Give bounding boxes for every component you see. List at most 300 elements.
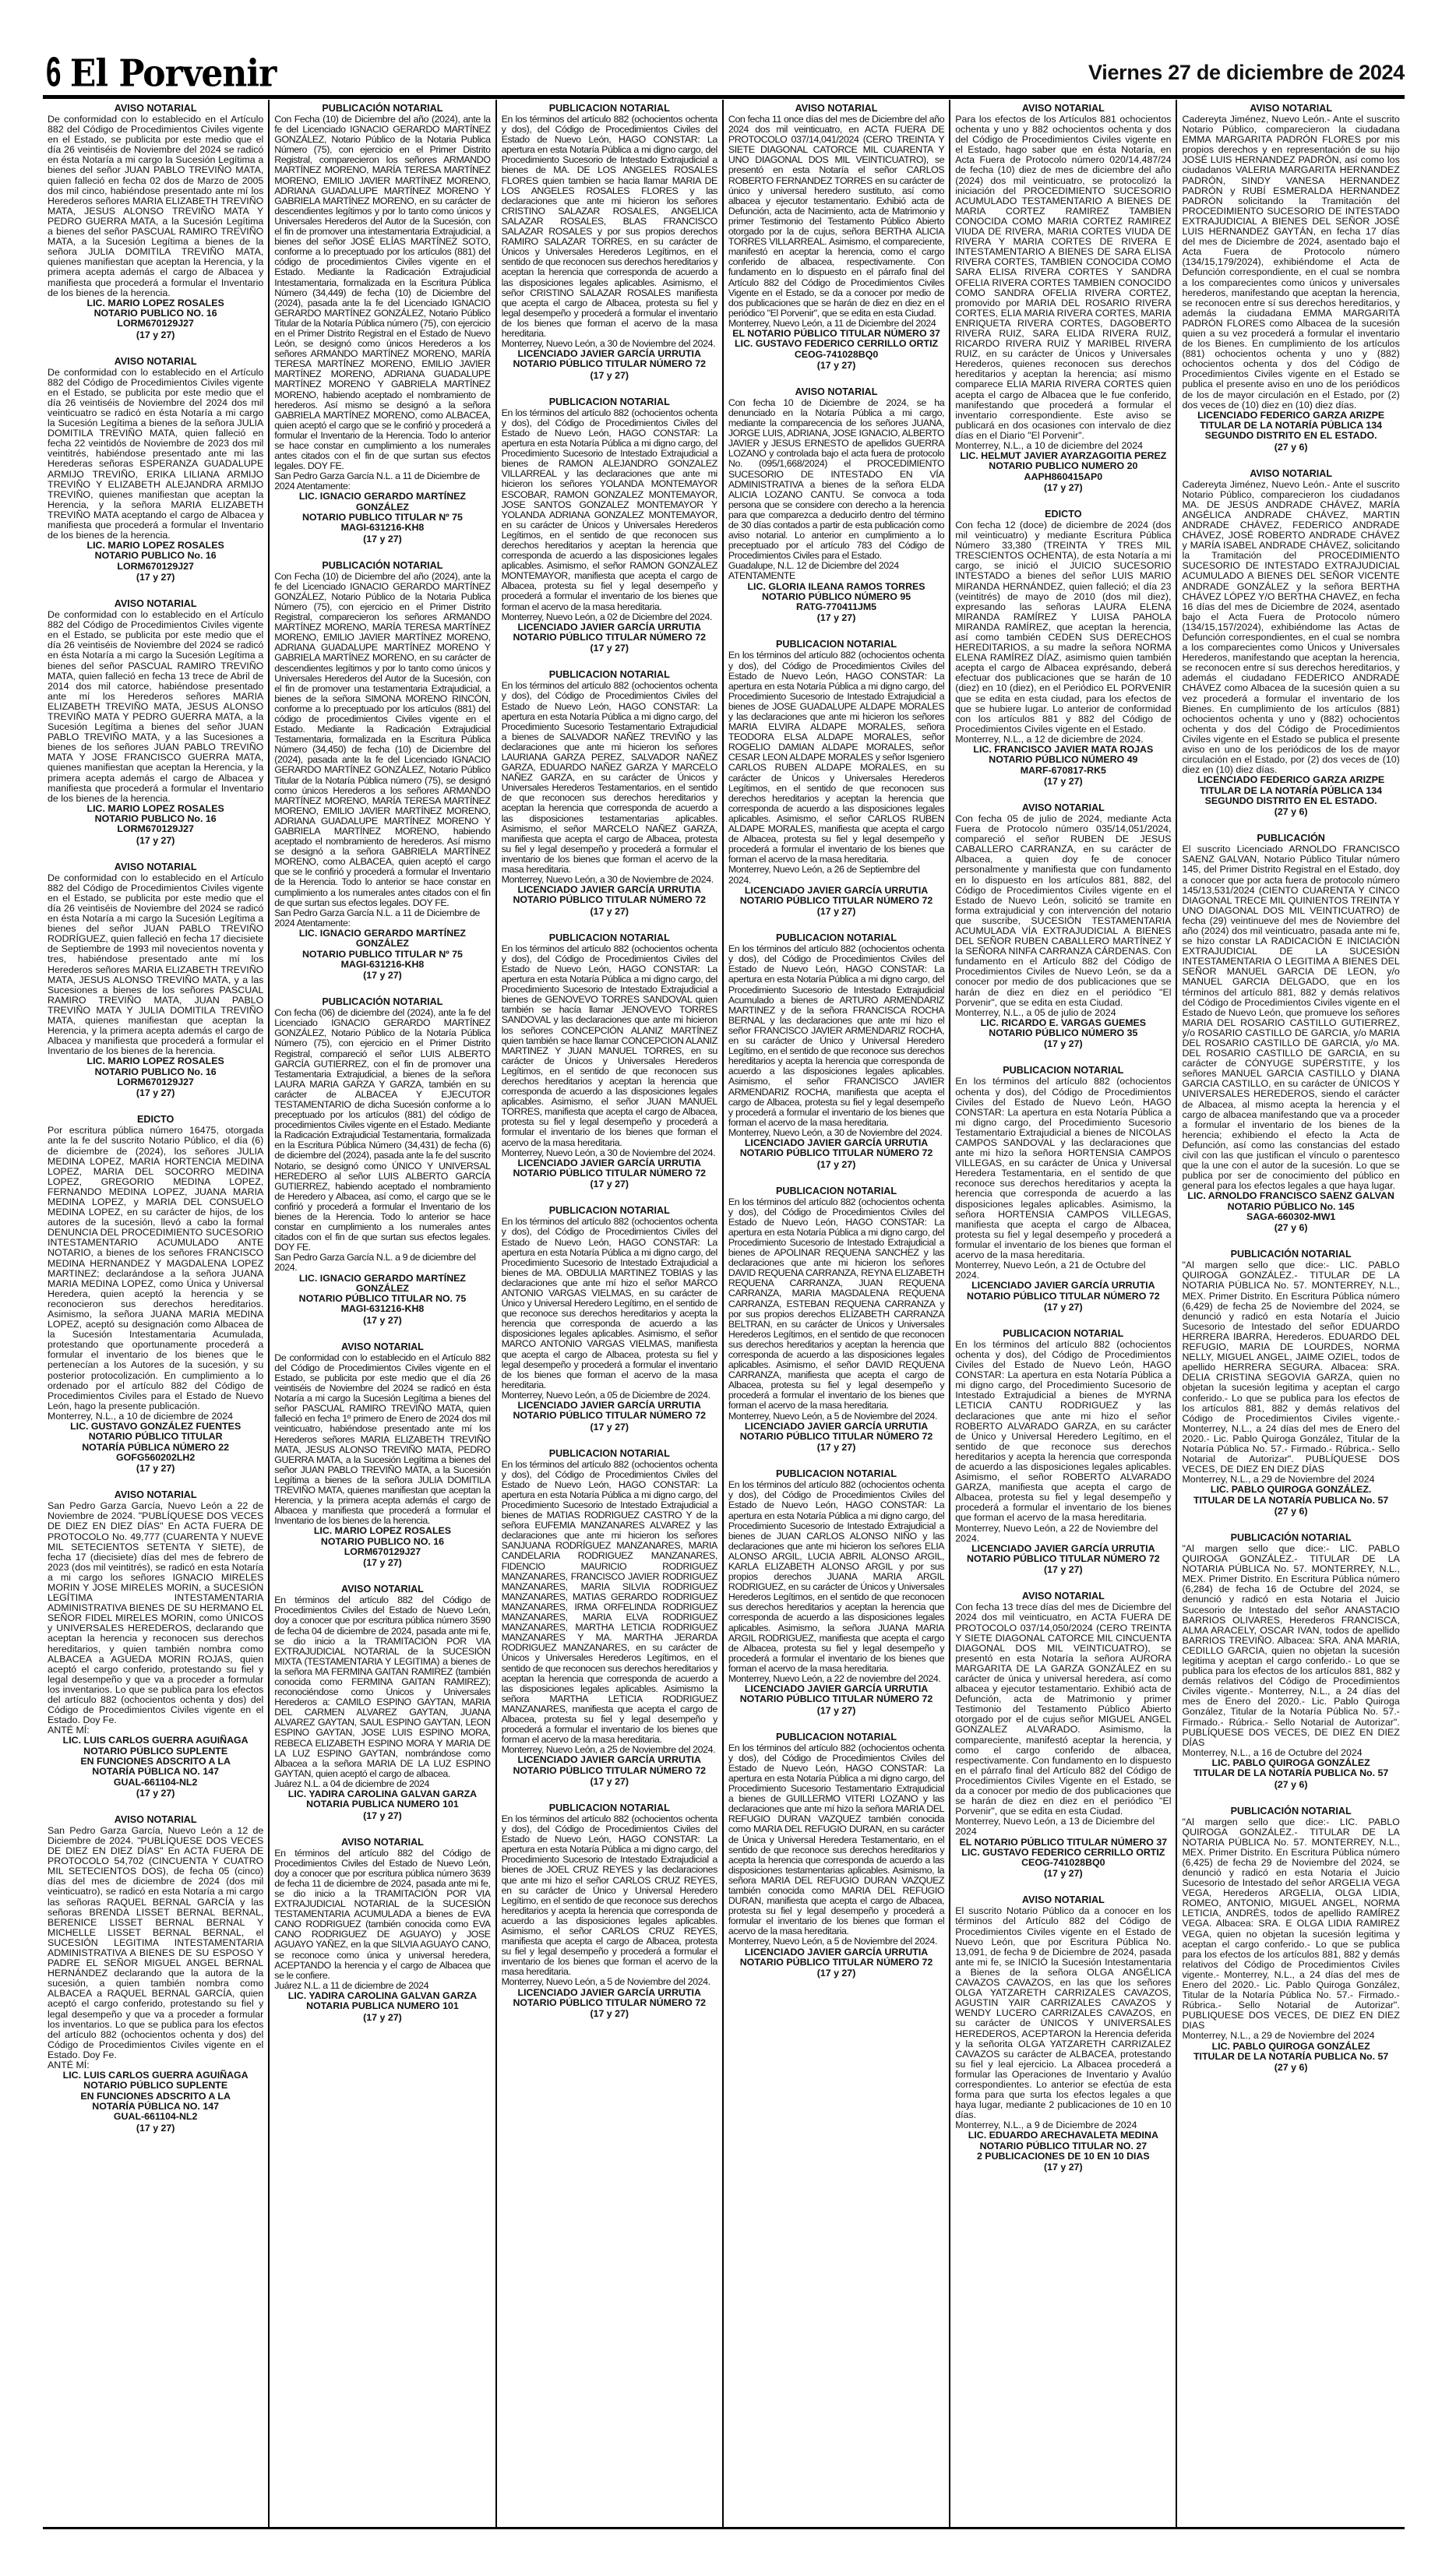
notary-signature-line: LIC. HELMUT JAVIER AYARZAGOITIA PEREZ <box>960 450 1167 462</box>
notary-signature-line: LORM670129J27 <box>117 1077 194 1088</box>
notice <box>728 932 944 1169</box>
publication-dates: (17 y 27) <box>590 2008 629 2020</box>
notice <box>728 639 944 917</box>
notice-place-date: Monterrey, Nuevo León, a 30 de Noviembre de 2024. <box>501 874 714 886</box>
notice-body: Por escritura pública número 16475, otorgada ante la fe del suscrito Notario Público, el día (6) de diciembre de (2024), los señores JULIA MEDINA LOPEZ, MARIA HORTENCIA MEDINA LOPEZ, MARIA DEL SOCORRO MEDINA LOPEZ, GREGORIO MEDINA LOPEZ, FERNANDO MEDINA LOPEZ, JUANA MARIA MEDINA LOPEZ, y MARIA DEL CONSUELO MEDINA LOPEZ, en su carácter de hijos, de los autores de la sucesión, llevó a cabo la formal DENUNCIA DEL PROCEDIMIENTO SUCESORIO INTESTAMENTARIO ACUMULADO ANTE NOTARIO, a bienes de los señores FRANCISCO MEDINA HERNANDEZ Y MAGDALENA LOPEZ MARTINEZ; declarándose a la señora JUANA MARIA MEDINA LOPEZ, como Única y Universal Heredera, quien aceptó la herencia y se reconocieron sus derechos hereditarios. Asimismo, la señora JUANA MARIA MEDINA LOPEZ, aceptó su designación como Albacea de la Sucesión Intestamentaria Acumulada, protestando que oportunamente procederá a formular el inventario de los bienes que le pertenecían a los Autores de la sucesión, y su posterior protocolización. En cumplimiento a lo ordenado por el artículo 882 del Código de Procedimientos Civiles para el Estado de Nuevo León, hago la presente publicación. <box>48 1125 264 1411</box>
publication-dates: (27 y 6) <box>1274 1778 1308 1790</box>
notary-signature-line: LIC. GUSTAVO FEDERICO CERRILLO ORTIZ <box>734 338 939 350</box>
notice <box>1182 103 1399 453</box>
notary-signature-line: EL NOTARIO PÚBLICO TITULAR NÚMERO 37 <box>959 1836 1168 1848</box>
notice-place-date: Monterrey, Nuevo León, a 25 de Noviembre del 2024. <box>501 1744 716 1756</box>
notice-title: PUBLICACIÓN <box>1257 833 1325 844</box>
notary-signature-line: GUAL-661104-NL2 <box>113 1776 198 1788</box>
notary-signature-line: TITULAR DE LA NOTARÍA PUBLICA No. 57 <box>1193 1767 1389 1779</box>
notary-signature-line: NOTARIO PÚBLICO TITULAR NÚMERO 72 <box>739 1956 933 1968</box>
notary-signature-line: LICENCIADO JAVIER GARCÍA URRUTIA <box>517 1986 701 1998</box>
notary-signature-line: NOTARIO PÚBLICO NÚMERO 35 <box>989 1027 1138 1039</box>
newspaper-name: El Porvenir <box>69 52 277 96</box>
notice-body: En los términos del artículo 882 (ochocientos ochenta y dos), del Código de Procedimientos Civiles del Estado de Nuevo León, HAGO CONSTAR: La apertura en esta Notaría Pública a mi digno cargo, del Procedimiento Sucesorio de Intestado Extrajudicial a bienes de MA. DE LOS ANGELES ROSALES FLORES quien tambien se hacia llamar MARIA DE LOS ANGELES ROSALES FLORES y las declaraciones que ante mi hicieron los señores CRISTINO SALAZAR ROSALES, ANGELICA SALAZAR ROSALES, BLAS FRANCISCO SALAZAR ROSALES y por sus propios derechos RAMIRO SALAZAR TORRES, en su carácter de Únicos y Universales Herederos Legítimos, en el sentido de que reconocen sus derechos hereditarios y aceptan la herencia que corresponda de acuerdo a las disposiciones legales aplicables. Asimismo, el señor CRISTINO SALAZAR ROSALES manifiesta que acepta el cargo de Albacea, protesta su fiel y legal desempeño y procederá a formular el inventario de los bienes que forman el acervo de la masa hereditaria. <box>501 114 717 339</box>
notice-body: De conformidad con lo establecido en el Artículo 882 del Código de Procedimientos Civiles vigente en el Estado, se publicita por este medio que el día 26 veintiséis de Noviembre del 2024 se radicó en ésta Notaría a mi cargo la Sucesión Legítima a bienes del señor JUAN PABLO TREVIÑO MATA, quien falleció en fecha 02 dos de Marzo de 2005 dos mil cinco, habiéndose presentado ante mí los Herederos señores MARIA ELIZABETH TREVIÑO MATA, JESUS ALONSO TREVIÑO MATA Y PEDRO GUERRA MATA, a la Sucesión Legítima a bienes del señor PASCUAL RAMIRO TREVIÑO MATA, a la Sucesión Legítima a bienes de la señora JULIA DOMITILA TREVIÑO MATA, quienes manifiestan que aceptan la Herencia, y la primera acepta además el cargo de Albacea y manifiesta que procederá a formular el Inventario de los bienes de la herencia. <box>48 114 264 298</box>
notice <box>502 103 717 381</box>
publication-dates: (17 y 27) <box>590 1179 629 1190</box>
notice-place-date: Monterrey, Nuevo León, a 22 de Noviembre del 2024. <box>955 1522 1158 1544</box>
notice-title: AVISO NOTARIAL <box>341 1836 424 1848</box>
publication-dates: (17 y 27) <box>136 1787 175 1799</box>
notary-signature-line: LIC. MARIO LOPEZ ROSALES <box>86 802 224 814</box>
notice <box>48 356 263 583</box>
notary-signature-line: LIC. PABLO QUIROGA GONZÁLEZ. <box>1210 1484 1372 1496</box>
column-3 <box>497 100 724 2527</box>
notice <box>1182 468 1399 818</box>
notice-title: PUBLICACION NOTARIAL <box>548 1802 670 1813</box>
notary-signature-line: LICENCIADO FEDERICO GARZA ARIZPE <box>1197 409 1385 421</box>
notary-signature-line: NOTARIO PÚBLICO NÚMERO 49 <box>989 754 1138 766</box>
notice-place-date: Monterrey, N.L., a 05 de julio de 2024 <box>955 1006 1116 1018</box>
notice-body: Cadereyta Jiménez, Nuevo León.- Ante el suscrito Notario Público, comparecieron la ciudadana EMMA MARGARITA PADRÓN FLORES por mis propios derechos y en representación de su hijo JOSÉ LUIS HERNANDEZ PADRÓN, así como los ciudadanos VALERIA MARGARITA HERNANDEZ PADRÓN, SINDY VANESA HERNANDEZ PADRÓN y RUBÍ ESMERALDA HERNANDEZ PADRÓN solicitando la Tramitación del PROCEDIMIENTO SUCESORIO DE INTESTADO EXTRAJUDICIAL A BIENES DEL SEÑOR JOSÉ LUIS HERNANDEZ GAYTÁN, en fecha 17 días del mes de Diciembre de 2024, asentado bajo el Acta Fuera de Protocolo número (134/15,179/2024), exhibiéndome el Acta de Defunción correspondiente, en el cual se nombra a los comparecientes como únicos y universales herederos, manifestando que aceptan la herencia, se reconocen entre sí sus derechos hereditarios, y además la ciudadana EMMA MARGARITA PADRÓN FLORES como Albacea de la sucesión quien a su vez procederá a formular el inventario de los Bienes. En cumplimiento de los artículos (881) ochocientos ochenta y uno y (882) ochocientos ochenta y dos del Código de Procedimientos Civiles vigente en el Estado se publica el presente aviso en uno de los periódicos de los de mayor circulación en el Estado, por (2) dos veces de (10) diez en (10) diez días. <box>1182 114 1400 411</box>
notice-body: Con fecha 13 trece días del mes de Diciembre del 2024 dos mil veinticuatro, en ACTA FUERA DE PROTOCOLO 037/14,050/2024 (CERO TREINTA Y SIETE DIAGONAL CATORCE MIL CINCUENTA DIAGONAL DOS MIL VEINTICUATRO), se presentó en esta Notaría la señora AURORA MARGARITA DE LA GARZA GONZÁLEZ en su carácter de única y universal heredera, así como albacea y ejecutor testamentario. Exhibió acta de Defunción, acta de Matrimonio y primer Testimonio del Testamento Público Abierto otorgado por el de cujus señor MIGUEL ANGEL GONZALEZ ALVARADO. Asimismo, la compareciente, manifestó aceptar la herencia, y como el cargo conferido de albacea, respectivamente. Con fundamento en lo dispuesto en el párrafo final del Artículo 882 del Código de Procedimientos Civiles Vigente en el Estado, se da a conocer por medio de dos publicaciones que se harán de diez en diez en el periódico "El Porvenir", que se edita en esta Ciudad. <box>955 1602 1172 1817</box>
notice-place-date: Monterrey, Nuevo León, a 21 de Octubre del 2024. <box>955 1260 1146 1281</box>
notary-signature-line: NOTARIO PUBLICO No. 16 <box>94 550 217 562</box>
notice <box>48 598 263 846</box>
publication-dates: (17 y 27) <box>1044 481 1083 493</box>
notice <box>955 1591 1171 1879</box>
notary-signature-line: NOTARIO PÚBLICO No. 145 <box>1227 1200 1355 1212</box>
notary-signature-line: GUAL-661104-NL2 <box>113 2111 198 2123</box>
notice <box>502 1802 717 2019</box>
publication-dates: (17 y 27) <box>363 970 402 981</box>
notice-place-date: Monterrey, Nuevo León, a 30 de Noviembre del 2024. <box>728 1126 943 1138</box>
notice-body: En los términos del artículo 882 (ochocientos ochenta y dos), del Código de Procedimientos Civiles del Estado de Nuevo León, HAGO CONSTAR: La apertura en esta Notaría Pública a mi digno cargo, del Procedimiento Sucesorio de Intestado Extrajudicial a bienes de MYRNA LETICIA CANTU RODRIGUEZ y las declaraciones que ante mi hizo el señor ROBERTO ALVARADO GARZA, en su carácter de Único y Universal Heredero Legítimo, en el sentido de que reconoce sus derechos hereditarios y acepta la herencia que corresponda de acuerdo a las disposiciones legales aplicables. Asimismo, el señor ROBERTO ALVARADO GARZA, manifiesta que acepta el cargo de Albacea, protesta su fiel y legal desempeño y procederá a formular el inventario de los bienes que forman el acervo de la masa hereditaria. <box>955 1338 1172 1524</box>
notary-signature-line: SAGA-660302-MW1 <box>1246 1211 1336 1222</box>
notary-signature-line: NOTARIO PÚBLICO TITULAR NÚMERO 72 <box>739 1693 933 1705</box>
publication-dates: (17 y 27) <box>816 612 856 624</box>
column-2 <box>270 100 496 2527</box>
publication-dates: (17 y 27) <box>136 834 175 846</box>
notice-place-date: Monterrey, Nuevo León, a 5 de Noviembre del 2024. <box>728 1936 937 1947</box>
notary-signature-line: LIC. PABLO QUIROGA GONZÁLEZ <box>1211 1757 1370 1768</box>
notice <box>274 1341 490 1568</box>
notary-signature-line: LIC. MARIO LOPEZ ROSALES <box>86 540 224 551</box>
notice <box>728 1468 944 1715</box>
notary-signature-line: NOTARIO PÚBLICO TITULAR NÚMERO 72 <box>513 1168 707 1179</box>
notary-signature-line: NOTARIO PÚBLICO SUPLENTE <box>83 1745 228 1757</box>
notary-signature-line: LIC. LUIS CARLOS GUERRA AGUIÑAGA <box>62 1735 249 1746</box>
notice-title: AVISO NOTARIAL <box>795 386 878 397</box>
notary-signature-line: AAPH860415AP0 <box>1024 470 1103 482</box>
notary-signature-line: TITULAR DE LA NOTARÍA PÚBLICA 134 <box>1200 784 1383 796</box>
notice <box>728 1186 944 1454</box>
publication-dates: (17 y 27) <box>136 329 175 340</box>
notary-signature-line: NOTARÍA PÚBLICA NÚMERO 22 <box>82 1441 230 1453</box>
notice-title: PUBLICACION NOTARIAL <box>775 639 897 650</box>
publication-dates: (17 y 27) <box>590 643 629 654</box>
notary-signature-line: GOFG560202LH2 <box>116 1451 196 1463</box>
publication-dates: (17 y 27) <box>1044 775 1083 787</box>
publication-dates: (17 y 27) <box>136 572 175 583</box>
notary-signature-line: NOTARIO PÚBLICO SUPLENTE <box>83 2080 228 2091</box>
notice-title: PUBLICACION NOTARIAL <box>548 932 670 943</box>
notary-signature-line: SEGUNDO DISTRITO EN EL ESTADO. <box>1204 430 1377 442</box>
notary-signature-line: LICENCIADO JAVIER GARCÍA URRUTIA <box>517 1157 701 1168</box>
notice-body: Con fecha 11 once días del mes de Diciembre del año 2024 dos mil veinticuatro, en ACTA FUERA DE PROTOCOLO 037/14,041/2024 (CERO TREINTA Y SIETE DIAGONAL CATORCE MIL CUARENTA Y UNO DIAGONAL DOS MIL VEINTICUATRO), se presentó en esta Notaría el señor CARLOS ROBERTO FERNANDEZ TORRES en su carácter de único y universal heredero sustituto, así como albacea y ejecutor testamentario. Exhibió acta de Defunción, acta de Nacimiento, acta de Matrimonio y primer Testimonio del Testamento Público Abierto otorgado por la de cujus, señora BERTHA ALICIA TORRES VILLARREAL. Asimismo, el compareciente, manifestó en aceptar la herencia, como el cargo conferido de albacea, respectivamente. Con fundamento en lo dispuesto en el párrafo final del Artículo 882 del Código de Procedimientos Civiles Vigente en el Estado, se da a conocer por medio de dos publicaciones que se harán de diez en diez en el periódico "El Porvenir", que se edita en esta Ciudad. <box>728 114 945 319</box>
notice-title: PUBLICACIÓN NOTARIAL <box>1230 1805 1352 1817</box>
publication-dates: (17 y 27) <box>590 905 629 917</box>
notice-place-date: Monterrey, N.L., a 9 de Diciembre de 2024 <box>955 2120 1137 2131</box>
publication-dates: (17 y 27) <box>1044 2162 1083 2173</box>
publication-dates: (17 y 27) <box>590 1775 629 1787</box>
notice-body: En términos del artículo 882 del Código de Procedimientos Civiles del Estado de Nuevo León, doy a conocer que por escritura pública número 3639 de fecha 11 de diciembre de 2024, pasada ante mi fe, se dio inicio a la TRAMITACIÓN POR VIA EXTRAJUDICIAL NOTARIAL de la SUCESIÓN TESTAMENTARIA ACUMULADA a bienes de EVA CANO RODRIGUEZ (también conocida como EVA CANO RODRIGUEZ DE AGUAYO) y JOSE AGUAYO YAÑEZ, en la que SILVIA AGUAYO CANO, se reconoce como única y universal heredera, ACEPTANDO la herencia y el cargo de Albacea que se le confiere. <box>274 1847 491 1981</box>
publication-dates: (27 y 6) <box>1274 1222 1308 1234</box>
notary-signature-line: LIC. MARIO LOPEZ ROSALES <box>86 297 224 308</box>
publication-dates: (17 y 27) <box>363 1810 402 1821</box>
notary-signature-line: NOTARIO PUBLICO NO. 16 <box>93 307 217 319</box>
notary-signature-line: NOTARIO PUBLICO No. 16 <box>94 813 217 825</box>
notary-signature-line: NOTARÍA PÚBLICA NO. 147 <box>92 2101 219 2112</box>
notice <box>274 1584 490 1820</box>
notary-signature-line: LORM670129J27 <box>344 1545 421 1557</box>
notice-body: De conformidad con lo establecido en el Artículo 882 del Código de Procedimientos Civiles vigente en el Estado, se publicita por este medio que el día 26 veintiséis de Noviembre del 2024 se radicó en ésta Notaría a mi cargo la Sucesión Legítima a bienes del señor PASCUAL RAMIRO TREVIÑO MATA, quien falleció en fecha 1º primero de Enero de 2024 dos mil veinticuatro, habiéndose presentado ante mí los Herederos señores MARIA ELIZABETH TREVIÑO MATA, JESUS ALONSO TREVIÑO MATA, PEDRO GUERRA MATA, a la Sucesión Legítima a bienes del señor JUAN PABLO TREVIÑO MATA, a la Sucesión Legítima a bienes de la señora JULIA DOMITILA TREVIÑO MATA, quienes manifiestan que aceptan la Herencia, y la primera acepta además el cargo de Albacea y manifiesta que procederá a formular el Inventario de los bienes de la herencia. <box>274 1351 491 1527</box>
notary-signature-line: LICENCIADO JAVIER GARCÍA URRUTIA <box>517 1754 701 1766</box>
notary-signature-line: LIC. YADIRA CAROLINA GALVAN GARZA <box>287 1788 478 1800</box>
notice-place-date: Monterrey, Nuevo León, a 30 de Noviembre del 2024. <box>501 1147 716 1158</box>
publication-dates: (17 y 27) <box>363 1557 402 1569</box>
notice <box>728 1732 944 1979</box>
issue-date: Viernes 27 de diciembre de 2024 <box>1088 61 1405 84</box>
notice-body: En los términos del artículo 882 (ochocientos ochenta y dos), del Código de Procedimientos Civiles del Estado de Nuevo León, HAGO CONSTAR: La apertura en esta Notaría Pública a mi digno cargo, del Procedimiento Sucesorio de Intestado Extrajudicial Acumulado a bienes de ARTURO ARMENDARIZ MARTINEZ y de la señora FRANCISCA ROCHA BERNAL y las declaraciones que ante mí hizo el señor FRANCISCO JAVIER ARMENDARIZ ROCHA, en su carácter de Único y Universal Heredero Legítimo, en el sentido de que reconoce sus derechos hereditarios y acepta la herencia que corresponda de acuerdo a las disposiciones legales aplicables. Asimismo, el señor FRANCISCO JAVIER ARMENDARIZ ROCHA, manifiesta que acepta el cargo de Albacea, protesta su fiel y legal desempeño y procederá a formular el inventario de los bienes que forman el acervo de la masa hereditaria. <box>728 943 945 1128</box>
notice-title: AVISO NOTARIAL <box>114 355 197 367</box>
notice-title: PUBLICACION NOTARIAL <box>775 1185 897 1196</box>
notary-signature-line: NOTARIO PÚBLICO TITULAR NÚMERO 72 <box>513 632 707 643</box>
notary-signature-line: LIC. ARNOLDO FRANCISCO SAENZ GALVAN <box>1187 1190 1394 1202</box>
notice-place-date: Monterrey, Nuevo León, a 5 de Noviembre del 2024. <box>728 1410 937 1422</box>
notice <box>48 103 263 340</box>
notary-signature-line: CEOG-741028BQ0 <box>794 348 879 360</box>
notice-place-date: Monterrey, N.L., a 10 de diciembre de 2024 <box>48 1410 234 1422</box>
notary-signature-line: LICENCIADO JAVIER GARCÍA URRUTIA <box>744 1683 929 1695</box>
notary-signature-line: NOTARIO PUBLICO No. 16 <box>94 1066 217 1077</box>
notice-place-date: San Pedro Garza García N.L. a 9 de diciembre del 2024. <box>274 1252 476 1274</box>
notary-signature-line: SEGUNDO DISTRITO EN EL ESTADO. <box>1204 795 1377 806</box>
notice <box>1182 1249 1399 1517</box>
notice-place-date: Monterrey, Nuevo León, a 26 de Septiembre del 2024. <box>728 864 920 886</box>
notice-place-date: Monterrey, Nuevo León, a 22 de noviembre del 2024. <box>728 1673 941 1684</box>
notary-signature-line: EN FUNCIONES ADSCRITO A LA <box>80 1755 231 1767</box>
notice-body: De conformidad con lo establecido en el Artículo 882 del Código de Procedimientos Civiles vigente en el Estado, se publicita por este medio que el día 26 veintiséis de Noviembre del 2024 dos mil veinticuatro se radicó en ésta Notaría a mi cargo la Sucesión Legítima a bienes de la señora JULIA DOMITILA TREVIÑO MATA, quien falleció en fecha 22 veintidós de Noviembre de 2023 dos mil veintitrés, habiéndose presentado ante mi las Herederas señoras ESPERANZA GUADALUPE ARMIJO TREVIÑO, ERIKA LILIANA ARMIJO TREVIÑO Y ELIZABETH ALEJANDRA ARMIJO TREVIÑO, quienes manifiestan que aceptan la Herencia, y la señora MARIA ELIZABETH TREVIÑO MATA aceptando el cargo de Albacea y manifiesta que procederá a formular el Inventario de los bienes de la herencia. <box>48 366 264 541</box>
notary-signature-line: MARF-670817-RK5 <box>1020 764 1106 776</box>
notary-signature-line: NOTARIO PÚBLICO TITULAR NÚMERO 72 <box>513 358 707 370</box>
notice-title: AVISO NOTARIAL <box>1021 802 1105 813</box>
bottom-rule <box>43 2527 1405 2529</box>
notary-signature-line: LIC. IGNACIO GERARDO MARTÍNEZ GONZÁLEZ <box>298 491 466 513</box>
notary-signature-line: LIC. YADIRA CAROLINA GALVAN GARZA <box>287 1989 478 2001</box>
notary-signature-line: LICENCIADO JAVIER GARCÍA URRUTIA <box>517 621 701 633</box>
notice-place-date: Juárez N.L. a 11 de diciembre de 2024 <box>274 1979 429 1991</box>
notice-body: Con fecha 12 (doce) de diciembre de 2024 (dos mil veinticuatro) y mediante Escritura Pública Número 33,380 (TREINTA Y TRES MIL TRESCIENTOS OCHENTA), de esta Notaría a mi cargo, se inició el JUICIO SUCESORIO INTESTADO a bienes del señor LUIS MARIO MIRANDA HERNÁNDEZ, quien falleció; el día 23 (veintitrés) de mayo de 2010 (dos mil diez), expresando las señoras LAURA ELENA MIRANDA RAMÍREZ Y LUISA PAHOLA MIRANDA RAMÍREZ, que aceptan la herencia, así como también CEDEN SUS DERECHOS HEREDITARIOS, a su madre la señora NORMA ELENA RAMÍREZ DÍAZ, asimismo quien también acepta el cargo de Albacea exprésando, deberá efectuar dos publicaciones que se harán de 10 (diez) en 10 (diez), en el Periódico EL PORVENIR que se edita en esta ciudad, para los efectos de que se hubiere lugar. Lo anterior de conformidad con los artículos 881 y 882 del Código de Procedimientos Civiles vigente en el Estado. <box>955 519 1172 735</box>
notice <box>955 1065 1171 1312</box>
notice-place-date: Monterrey, N.L., a 10 de diciembre del 2024 <box>955 440 1144 451</box>
notice-title: AVISO NOTARIAL <box>114 1489 197 1501</box>
notice-place-date: Monterrey, Nuevo León, a 30 de Noviembre del 2024. <box>501 338 716 350</box>
notary-signature-line: NOTARIO PÚBLICO TITULAR NÚMERO 72 <box>967 1290 1160 1302</box>
notary-signature-line: LICENCIADO JAVIER GARCÍA URRUTIA <box>971 1542 1155 1554</box>
notice-body: En los términos del artículo 882 (ochocientos ochenta y dos), del Código de Procedimientos Civiles del Estado de Nuevo León, HAGO CONSTAR: La apertura en esta Notaría Pública a mi digno cargo, del Procedimiento Sucesorio de Intestado Extrajudicial a bienes de JUAN CARLOS ALONSO NIÑO y las declaraciones que ante mi hicieron los señores ELIA ALONSO ARGIL, LUCIA ABRIL ALONSO ARGIL, KARLA ELIZABETH ALONSO ARGIL y por sus propios derechos JUANA MARIA ARGIL RODRIGUEZ, en su carácter de Únicos y Universales Herederos Legítimos, en el sentido de que reconocen sus derechos hereditarios y aceptan la herencia que corresponda de acuerdo a las disposiciones legales aplicables. Asimismo, la señora JUANA MARIA ARGIL RODRIGUEZ, manifiesta que acepta el cargo de Albacea, protesta su fiel y legal desempeño y procederá a formular el inventario de los bienes que forman el acervo de la masa hereditaria. <box>728 1479 945 1674</box>
notice-title: AVISO NOTARIAL <box>1021 1591 1105 1602</box>
notice-title: AVISO NOTARIAL <box>114 598 197 610</box>
publication-dates: (17 y 27) <box>816 1442 856 1454</box>
notice-body: De conformidad con lo establecido en el Artículo 882 del Código de Procedimientos Civiles vigente en el Estado, se publicita por este medio que el día 26 veintiséis de Noviembre del 2024 se radicó en ésta Notaría a mi cargo la Sucesión Legítima a bienes del señor JUAN PABLO TREVIÑO RODRÍGUEZ, quien falleció en fecha 17 diecisiete de Septiembre de 1993 mil novecientos noventa y tres, habiéndose presentado ante mí los Herederos señores MARIA ELIZABETH TREVIÑO MATA, JESUS ALONSO TREVIÑO MATA, y a las Sucesiones a bienes de los señores PASCUAL RAMIRO TREVIÑO MATA, JUAN PABLO TREVIÑO MATA Y JULIA DOMITILA TREVIÑO MATA, quienes manifiestan que aceptan la Herencia, y la primera acepta además el cargo de Albacea y manifiesta que procederá a formular el Inventario de los bienes de la herencia. <box>48 872 264 1057</box>
notice <box>48 1489 263 1799</box>
notary-signature-line: LIC. MARIO LOPEZ ROSALES <box>313 1525 452 1537</box>
notice-body: Con fecha 05 de julio de 2024, mediante Acta Fuera de Protocolo número 035/14,051/2024, compareció el señor RUBEN DE JESUS CABALLERO CARRANZA, en su carácter de Albacea, a quien doy fe de conocer personalmente y manifiesta que con fundamento en lo dispuesto en los artículos 881, 882, del Código de Procedimientos Civiles vigente en el Estado de Nuevo León, solicitó se tramite en forma extrajudicial y con intervención del notario que suscribe, SUCESIÓN TESTAMENTARIA ACUMULADA VÍA EXTRAJUDICIAL A BIENES DEL SEÑOR RUBEN CABALLERO MARTÍNEZ Y la SEÑORA NINFA CARRANZA CÁRDENAS. Con fundamento en el Artículo 882 del Código de Procedimientos Civiles de Nuevo León, se da a conocer por medio de dos publicaciones que se harán de diez en diez en el periódico "El Porvenir", que se edita en esta Ciudad. <box>955 812 1172 1008</box>
notary-signature-line: EN FUNCIONES ADSCRITO A LA <box>80 2090 231 2102</box>
notice <box>955 1328 1171 1575</box>
notice-body: San Pedro Garza García, Nuevo León a 12 de Diciembre de 2024. "PUBLÍQUESE DOS VECES DE DIEZ EN DIEZ DÍAS" En ACTA FUERA DE PROTOCOLO 54,702 (CINCUENTA Y CUATRO MIL SETECIENTOS DOS), de fecha 05 (cinco) días del mes de diciembre de 2024 (dos mil veinticuatro), se radicó en esta Notaría a mi cargo las señoras RAQUEL BERNAL GARCÍA y las señoras BRENDA LISSET BERNAL BERNAL, BERENICE LISSET BERNAL BERNAL Y MICHELLE LISSET BERNAL BERNAL, el SUCESIÓN LEGITIMA INTESTAMENTARIA ADMINISTRATIVA A BIENES DE SU ESPOSO Y PADRE EL SEÑOR MIGUEL ANGEL BERNAL HERNÁNDEZ declarando que la autora de la sucesión, a quien también nombra como ALBACEA a RAQUEL BERNAL GARCÍA, quien aceptó el cargo conferido, protestando su fiel y legal desempeño y que va a proceder a formular los inventarios. Lo que se publica para los efectos del artículo 882 (ochocientos ochenta y dos) del Código de Procedimientos Civiles vigente en el Estado. Doy Fe. <box>48 1824 264 2060</box>
notice-body: De conformidad con lo establecido en el Artículo 882 del Código de Procedimientos Civiles vigente en el Estado, se publicita por este medio que el día 26 veintiséis de Noviembre del 2024 se radicó en ésta Notaría a mi cargo la Sucesión Legítima a bienes del señor PASCUAL RAMIRO TREVIÑO MATA, quien falleció en fecha 13 trece de Abril de 2014 dos mil catorce, habiéndose presentado ante mí los Herederos señores MARIA ELIZABETH TREVIÑO MATA, JESUS ALONSO TREVIÑO MATA Y PEDRO GUERRA MATA, a la Sucesión Legítima a bienes del señor JUAN PABLO TREVIÑO MATA, y a las Sucesiones a bienes de los señores JUAN PABLO TREVIÑO MATA Y JOSE FRANCISCO GUERRA MATA, quienes manifiestan que aceptan la Herencia, y la primera acepta además el cargo de Albacea y manifiesta que procederá a formular el Inventario de los bienes de la herencia. <box>48 609 264 804</box>
notary-signature-line: EL NOTARIO PÚBLICO TITULAR NÚMERO 37 <box>732 327 940 339</box>
notary-signature-line: RATG-770411JM5 <box>796 601 877 613</box>
notary-signature-line: LORM670129J27 <box>117 823 194 835</box>
notice-title: PUBLICACION NOTARIAL <box>775 932 897 944</box>
notice-body: San Pedro Garza García, Nuevo León a 22 de Noviembre de 2024. "PUBLÍQUESE DOS VECES DE DIEZ EN DIEZ DÍAS" En ACTA FUERA DE PROTOCOLO No. 49,777 (CUARENTA Y NUEVE MIL SETECIENTOS SETENTA Y SIETE), de fecha 17 (diecisiete) días del mes de febrero de 2023 (dos mil veintitrés), se radicó en esta Notaría a mi cargo los señores IGNACIO MIRELES MORIN Y JOSE MIRELES MORIN, a SUCESIÓN LEGÍTIMA INTESTAMENTARIA ADMINISTRATIVA BIENES DE SU HERMANO EL SEÑOR FIDEL MIRELES MORIN, como ÚNICOS y UNIVERSALES HEREDEROS, declarando que aceptan la herencia y reconocen sus derechos hereditarios, y quien también nombra como ALBACEA a AGUEDA MORIN ROJAS, quien aceptó el cargo conferido, protestando su fiel y legal desempeño y que va a proceder a formular los inventarios. Lo que se publica para los efectos del artículo 882 (ochocientos ochenta y dos) del Código de Procedimientos Civiles vigente en el Estado. Doy Fe. <box>48 1500 264 1726</box>
notice-place-date: Juárez N.L. a 04 de diciembre de 2024 <box>274 1778 430 1789</box>
notary-signature-line: NOTARIO PUBLICO TITULAR Nº 75 <box>301 512 463 523</box>
publication-dates: (17 y 27) <box>1044 1868 1083 1880</box>
notice-body: En los términos del artículo 882 (ochocientos ochenta y dos), del Código de Procedimientos Civiles del Estado de Nuevo León, HAGO CONSTAR: La apertura en esta Notaría Pública a mi digno cargo, del Procedimiento Sucesorio de Intestado Extrajudicial a bienes de MATIAS RODRIGUEZ CASTRO Y de la señora EUFEMIA MANZANARES ALVAREZ y las declaraciones que ante mi hicieron los señores SANJUANA RODRÍGUEZ MANZANARES, MARIA CANDELARIA RODRIGUEZ MANZANARES, FIDENCIO MAURICIO RODRIGUEZ MANZANARES, FRANCISCO JAVIER RODRIGUEZ MANZANARES, MARIA SILVIA RODRIGUEZ MANZANARES, MATIAS GERARDO RODRIGUEZ MANZANARES, IRMA ORFELINDA RODRIGUEZ MANZANARES, MARIA ELVA RODRIGUEZ MANZANARES, MARTHA LETICIA RODRIGUEZ MANZANARES Y MA. MARTHA JERARDA RODRIGUEZ MANZANARES, en su carácter de Únicos y Universales Herederos Legítimos, en el sentido de que reconocen sus derechos hereditarios y aceptan la herencia que corresponda de acuerdo a las disposiciones legales aplicables. Asimismo la señora MARTHA LETICIA RODRIGUEZ MANZANARES, manifiesta que acepta el cargo de Albacea, protesta su fiel y legal desempeño y procederá a formular el inventario de los bienes que forman el acervo de la masa hereditaria. <box>501 1458 717 1746</box>
notary-signature-line: LIC. MARIO LOPEZ ROSALES <box>86 1055 224 1067</box>
notice-body: "Al margen sello que dice:- LIC. PABLO QUIROGA GONZÁLEZ.- TITULAR DE LA NOTARIA PÚBLICA No. 57. MONTERREY, N.L., MEX. Primer Distrito. En Escritura Pública número (6,429) de fecha 25 de Noviembre del 2024, se denunció y radicó en esta Notaría el Juicio Sucesorio de Intestado del señor EDUARDO HERRERA IBARRA, Herederos. EDUARDO DEL REFUGIO, MARIA DE LOURDES, NORMA NELLY, MIGUEL ANGEL, JAIME OZIEL, todos de apellido HERRERA SEGURA. Albacea: SRA. DELIA CRISTINA SEGOVIA GARZA, quien no objetan la sucesión legitima y aceptan el cargo conferido.- Lo que se publica para los efectos de los artículos 881, 882 y demás relativos del Código de Procedimientos Civiles vigente.- Monterrey, N.L., a 24 días del mes de Enero del 2020.- Lic. Pablo Quiroga González, Titular de la Notaría Pública No. 57.- Firmado.- Rúbrica.- Sello Notarial de Autorizar". PUBLÍQUESE DOS VECES, DE DIEZ EN DIEZ DÍAS <box>1182 1260 1400 1475</box>
notice-place-date: ANTÉ MÍ: <box>48 2060 90 2071</box>
publication-dates: (17 y 27) <box>816 1704 856 1716</box>
notice-body: El suscrito Notario Público da a conocer en los términos del Artículo 882 del Código de Procedimientos Civiles vigente en el Estado de Nuevo León, que por Escritura Pública No. 13,091, de fecha 9 de Diciembre de 2024, pasada ante mi fe, se INICIÓ la Sucesión Intestamentaria a Bienes de la señora OLGA ANGÉLICA CAVAZOS CAVAZOS, en las que los señores OLGA YATZARETH CARRIZALES CAVAZOS, AGUSTIN YAIR CARRIZALES CAVAZOS y WENDY LUCERO CARRIZALES CAVAZOS, en su carácter de ÚNICOS Y UNIVERSALES HEREDEROS, ACEPTARON la Herencia deferida y la señorita OLGA YATZARETH CARRIZALEZ CAVAZOS su carácter de ALBACEA, protestando su fiel y leal ejercicio. La Albacea procederá a formular las Operaciones de Inventario y Avalúo correspondientes. Lo anterior se efectúa de esta forma para que surta los efectos legales a que haya lugar, mediante 2 publicaciones de 10 en 10 días. <box>955 1905 1172 2121</box>
notice <box>274 996 490 1326</box>
notice-body: "Al margen sello que dice:- LIC. PABLO QUIROGA GONZÁLEZ.- TITULAR DE LA NOTARIA PÚBLICA No. 57. MONTERREY, N.L., MEX. Primer Distrito. En Escritura Pública número (6,425) de fecha 29 de Noviembre del 2024, se denunció y radicó en esta Notaria el Juicio Sucesorio de Intestado del señor ARGELIA VEGA VEGA, Herederos ARGELIA, OLGA LIDIA, ROMEO, ANTONIO, MIGUEL ANGEL, NORMA LETICIA, ANDRÉS, todos de apellido RAMÍREZ VEGA. Albacea: SRA. E OLGA LIDIA RAMIREZ VEGA, quien no objetan la sucesión legitima y aceptan el cargo conferido.- Lo que se publica para los efectos de los artículos 881, 882 y demás relativos del Código de Procedimientos Civiles vigente.- Monterrey, N.L., a 24 días del mes de Enero del 2020.- Lic. Pablo Quiroga González, Titular de la Notaría Pública No. 57.- Firmado.- Rúbrica.- Sello Notarial de Autorizar". PUBLIQUESE DOS VECES, DE DIEZ EN DIEZ DIAS <box>1182 1816 1400 2032</box>
notice-title: PUBLICACIÓN NOTARIAL <box>322 559 443 571</box>
notice-body: Con fecha 10 de Diciembre de 2024, se ha denunciado en la Notaría Pública a mi cargo, mediante la comparecencia de los señores JUANA, JORGE LUIS, ADRIANA, JOSE IGNACIO, ALBERTO JAVIER y JESUS ERNESTO de apellidos GUERRA LOZANO y controlada bajo el acta fuera de protocolo No. (095/1,668/2024) el PROCEDIMIENTO SUCESORIO DE INTESTADO EN VÍA ADMINISTRATIVA a bienes de la señora ELDA ALICIA LOZANO CANTU. Se convoca a toda persona que se considere con derecho a la herencia para que comparezca a deducirlo dentro del término de 30 días contados a partir de esta publicación como aviso notarial. Lo anterior en cumplimiento a lo preceptuado por el artículo 783 del Código de Procedimientos Civiles para el Estado. <box>728 396 945 562</box>
publication-dates: (17 y 27) <box>590 369 629 381</box>
notice <box>1182 833 1399 1233</box>
publication-dates: (17 y 27) <box>816 906 856 918</box>
notice <box>502 396 717 654</box>
notice-place-date: Monterrey, N.L., a 29 de Noviembre del 2024 <box>1182 2030 1375 2042</box>
publication-dates: (17 y 27) <box>816 1158 856 1170</box>
notary-signature-line: MAGI-631216-KH8 <box>340 958 425 970</box>
notary-signature-line: NOTARIO PÚBLICO NÚMERO 95 <box>761 590 911 602</box>
notice <box>955 103 1171 493</box>
publication-dates: (17 y 27) <box>1044 1038 1083 1050</box>
notice <box>955 509 1171 787</box>
column-1 <box>43 100 270 2527</box>
notary-signature-line: LIC. IGNACIO GERARDO MARTÍNEZ GONZÁLEZ <box>298 1272 466 1294</box>
notice-place-date: San Pedro Garza García N.L. a 11 de Diciembre de 2024 Atentamente: <box>274 907 480 929</box>
publication-dates: (17 y 27) <box>363 533 402 544</box>
notice-place-date: San Pedro Garza García N.L. a 11 de Diciembre de 2024 Atentamente: <box>274 470 480 492</box>
notice-title: AVISO NOTARIAL <box>795 103 878 114</box>
notary-signature-line: NOTARIO PÚBLICO TITULAR NÚMERO 72 <box>739 1430 933 1442</box>
notice-body: En términos del artículo 882 del Código de Procedimientos Civiles del Estado de Nuevo León, doy a conocer que por escritura pública número 3590 de fecha 04 de diciembre de 2024, pasada ante mi fe, se dio inicio a la TRAMITACIÓN POR VIA EXTRAJUDICIAL NOTARIAL de la SUCESIÓN MIXTA (TESTAMENTARIA Y LEGITIMA) a bienes de la señora MA FERMINA GAITAN RAMIREZ (también conocida como FERMINA GAITAN RAMIREZ); reconociéndose como Únicos y Universales Herederos a: CAMILO ESPINO GAYTAN, MARIA DEL CARMEN ALVAREZ GAYTAN, JUANA ALVAREZ GAYTAN, SAUL ESPINO GAYTAN, LEON ESPINO GAYTAN, JOSE LUIS ESPINO MORA, REBECA ELIZABETH ESPINO MORA Y MARIA DE LA LUZ ESPINO GAYTAN, nombrándose como Albacea a la señora MARIA DE LA LUZ ESPINO GAYTAN, quien aceptó el cargo de albacea. <box>274 1595 491 1779</box>
notice <box>274 560 490 981</box>
notice-title: AVISO NOTARIAL <box>114 1813 197 1825</box>
notice-title: PUBLICACIÓN NOTARIAL <box>322 996 443 1008</box>
notary-signature-line: NOTARIO PÚBLICO TITULAR NO. 27 <box>979 2140 1148 2151</box>
notice-body: El suscrito Licenciado ARNOLDO FRANCISCO SAENZ GALVAN, Notario Público Titular número 145, del Primer Distrito Registral en el Estado, doy a conocer que por acta fuera de protocolo número 145/13,531/2024 (CIENTO CUARENTA Y CINCO DIAGONAL TRECE MIL QUINIENTOS TREINTA Y UNO DIAGONAL DOS MIL VEINTICUATRO) de fecha (29) veintinueve del mes de Noviembre del año (2024) dos mil veinticuatro, pasada ante mi fe, se hizo constar LA RADICACIÓN E INICIACIÓN EXTRAJUDICIAL DE LA SUCESIÓN INTESTAMENTARIA O LEGITIMA A BIENES DEL SEÑOR MANUEL GARCIA DE LEON, y/o MANUEL GARCIA DELGADO, que en los términos del artículo 881, 882 y demás relativos del Código de Procedimientos Civiles vigente en el Estado de Nuevo León, que promueve los señores MARIA DEL ROSARIO CASTILLO GUTIERREZ, y/o ROSARIO CASTILLO DE GARCIA, y/o MARIA DEL ROSARIO CASTILLO DE GARCIA, y/o MA. DEL ROSARIO CASTILLO DE GARCIA, en su carácter de CÓNYUGE SUPÉRSTITE, y los señores MANUEL GARCIA CASTILLO y DIANA GARCIA CASTILLO, en su carácter de ÚNICOS Y UNIVERSALES HEREDEROS, siendo el carácter de Albacea, al mismo acepta la herencia y el cargo de albacea manifestando que va a proceder a formular el inventario de los bienes de la herencia; exhibiendo el efecto la Acta de Defunción, así como las constancias del estado civil con las que justifican el vínculo o parentesco que la une con el autor de la sucesión. Lo que se publica por ser de conocimiento del público en general para los efectos legales a que haya lugar. <box>1182 844 1400 1192</box>
publication-dates: (17 y 27) <box>136 1087 175 1099</box>
publication-dates: (17 y 27) <box>363 2011 402 2023</box>
notice-title: AVISO NOTARIAL <box>1250 467 1333 479</box>
notice-place-date: Monterrey, Nuevo León, a 13 de Diciembre del 2024 <box>955 1816 1155 1838</box>
notary-signature-line: NOTARIO PUBLICO TITULAR Nº 75 <box>301 948 463 960</box>
newspaper-logo <box>43 48 276 98</box>
notary-signature-line: MAGI-631216-KH8 <box>340 1303 425 1315</box>
notice-title: PUBLICACION NOTARIAL <box>775 1468 897 1480</box>
publication-dates: (27 y 6) <box>1274 806 1308 818</box>
notary-signature-line: NOTARIO PÚBLICO TITULAR NÚMERO 72 <box>739 1147 933 1159</box>
notice-place-date: Monterrey, N.L., a 29 de Noviembre del 2024 <box>1182 1474 1375 1485</box>
notice-body: En los términos del artículo 882 (ochocientos ochenta y dos), del Código de Procedimientos Civiles del Estado de Nuevo León, HAGO CONSTAR: La apertura en esta Notaría Pública a mi digno cargo, del Procedimiento Sucesorio Testamentario Extrajudicial a bienes de NICOLAS CAMPOS SANDOVAL y las declaraciones que ante mi hizo la señora HORTENSIA CAMPOS VILLEGAS, en su carácter de Única y Universal Heredera Testamentaria, en el sentido de que reconoce sus derechos hereditarios y acepta la herencia que corresponda de acuerdo a las disposiciones legales aplicables. Asimismo, la señora HORTENSIA CAMPOS VILLEGAS, manifiesta que acepta el cargo de Albacea, protesta su fiel y legal desempeño y procederá a formular el inventario de los bienes que forman el acervo de la masa hereditaria. <box>955 1076 1172 1260</box>
notice-body: En los términos del artículo 882 (ochocientos ochenta y dos), del Código de Procedimientos Civiles del Estado de Nuevo León, HAGO CONSTAR: La apertura en esta Notaría Pública a mi digno cargo, del Procedimiento Sucesorio Testamentario Extrajudicial a bienes de SALVADOR NAÑEZ TREVIÑO y las declaraciones que ante mi hicieron los señores LAURIANA GARZA PEREZ, SALVADOR NAÑEZ GARZA, EDUARDO NAÑEZ GARZA Y MARCELO NAÑEZ GARZA, en su carácter de Únicos y Universales Herederos Testamentarios, en el sentido de que reconocen sus derechos hereditarios y aceptan la herencia que corresponda de acuerdo a las disposiciones testamentarias aplicables. Asimismo, el señor MARCELO NAÑEZ GARZA, manifiesta que acepta el cargo de Albacea, protesta su fiel y legal desempeño y procederá a formular el inventario de los bienes que forman el acervo de la masa hereditaria. <box>501 680 717 875</box>
notary-signature-line: NOTARIO PÚBLICO TITULAR NÚMERO 72 <box>513 894 707 906</box>
notice <box>502 1448 717 1787</box>
notice-place-date: Monterrey, N.L., a 16 de Octubre del 2024 <box>1182 1746 1363 1758</box>
notice-title: PUBLICACION NOTARIAL <box>548 1205 670 1217</box>
notice <box>955 1894 1171 2173</box>
notary-signature-line: LIC. GUSTAVO FEDERICO CERRILLO ORTIZ <box>961 1846 1165 1858</box>
notary-signature-line: LIC. GLORIA ILEANA RAMOS TORRES <box>747 580 925 592</box>
publication-dates: (17 y 27) <box>363 1314 402 1326</box>
notice-body: En los términos del artículo 882 (ochocientos ochenta y dos), del Código de Procedimientos Civiles del Estado de Nuevo León, HAGO CONSTAR: La apertura en esta Notaría Pública a mi digno cargo, del Procedimiento Sucesorio de Intestado Extrajudicial a bienes de JOEL CRUZ REYES y las declaraciones que ante mi hizo el señor CARLOS CRUZ REYES, en su carácter de Único y Universal Heredero Legítimo, en el sentido de que reconoce sus derechos hereditarios y acepta la herencia que corresponda de acuerdo a las disposiciones legales aplicables. Asimismo, el señor CARLOS CRUZ REYES, manifiesta que acepta el cargo de Albacea, protesta su fiel y legal desempeño y procederá a formular el inventario de los bienes que forman el acervo de la masa hereditaria. <box>501 1813 717 1978</box>
notice-title: PUBLICACION NOTARIAL <box>548 1447 670 1459</box>
notice-title: AVISO NOTARIAL <box>1250 103 1333 114</box>
publication-dates: (27 y 6) <box>1274 1505 1308 1517</box>
notice <box>1182 1532 1399 1790</box>
notary-signature-line: LICENCIADO JAVIER GARCÍA URRUTIA <box>517 1400 701 1411</box>
publication-dates: (17 y 27) <box>136 1463 175 1475</box>
notary-signature-line: LICENCIADO JAVIER GARCÍA URRUTIA <box>744 1946 929 1958</box>
notice <box>502 669 717 916</box>
notary-signature-line: LIC. FRANCISCO JAVIER MATA ROJAS <box>973 744 1154 756</box>
top-rule <box>43 95 1405 99</box>
notary-signature-line: LIC. LUIS CARLOS GUERRA AGUIÑAGA <box>62 2070 249 2081</box>
notice-body: En los términos del artículo 882 (ochocientos ochenta y dos), del Código de Procedimientos Civiles del Estado de Nuevo León, HAGO CONSTAR: La apertura en esta Notaría Pública a mi digno cargo, del Procedimiento Sucesorio de Intestado Extrajudicial a bienes de RAMON ALEJANDRO GONZALEZ VILLARREAL y las declaraciones que ante mi hicieron los señores YOLANDA MONTEMAYOR ESCOBAR, RAMON GONZALEZ MONTEMAYOR, JOSE SANTOS GONZALEZ MONTEMAYOR Y YOLANDA ADRIANA GONZALEZ MONTEMAYOR, en su carácter de Únicos y Universales Herederos Legítimos, en el sentido de que reconocen sus derechos hereditarios y aceptan la herencia que corresponda de acuerdo a las disposiciones legales aplicables. Asimismo, el señor RAMON GONZALEZ MONTEMAYOR, manifiesta que acepta el cargo de Albacea, protesta su fiel y legal desempeño y procederá a formular el inventario de los bienes que forman el acervo de la masa hereditaria. <box>501 407 717 612</box>
notary-signature-line: NOTARÍA PÚBLICA NO. 147 <box>92 1766 219 1778</box>
notice <box>274 1837 490 2023</box>
notice-title: PUBLICACION NOTARIAL <box>548 396 670 407</box>
notice <box>48 1114 263 1474</box>
notary-signature-line: CEOG-741028BQ0 <box>1021 1857 1105 1869</box>
notice-body: Con Fecha (10) de Diciembre del año (2024), ante la fe del Licenciado IGNACIO GERARDO MARTÍNEZ GONZÁLEZ, Notario Público de la Notaria Publica Número (75), con ejercicio en el Primer Distrito Registral, comparecieron los señores ARMANDO MARTÍNEZ MORENO, MARÍA TERESA MARTÍNEZ MORENO, EMILIO JAVIER MARTÍNEZ MORENO, ADRIANA GUADALUPE MARTÍNEZ MORENO Y GABRIELA MARTÍNEZ MORENO, en su carácter de descendientes legítimos y por lo tanto como únicos y Universales Herederos del Autor de la Sucesión, con el fin de promover una testamentaria Extrajudicial, a bienes de la señora SIMONA MORENO RINCÓN, conforme a lo preceptuado por los artículos (881) del código de procedimientos Civiles vigente en el Estado. Mediante la Radicación Extrajudicial Testamentaria, formalizada en la Escritura Pública Número (34,450) de fecha (10) de Diciembre del (2024), pasada ante la fe del Licenciado IGNACIO GERARDO MARTÍNEZ GONZÁLEZ, Notario Público Titular de la Notaría Pública número (75), se designó como únicos Herederos a los señores ARMANDO MARTÍNEZ MORENO, MARÍA TERESA MARTÍNEZ MORENO, EMILIO JAVIER MARTÍNEZ MORENO, ADRIANA GUADALUPE MARTÍNEZ MORENO Y GABRIELA MARTÍNEZ MORENO, habiendo aceptado el nombramiento de herederos. Así mismo se designó a la señora GABRIELA MARTÍNEZ MORENO, como ALBACEA, quien aceptó el cargo que se le confirió y procederá a formular el Inventario de la Herencia. Todo lo anterior se hace constar en cumplimiento a los numerales antes citados con el fin de que surtan sus efectos legales. DOY FE. <box>274 570 491 908</box>
notice-body: En los términos del artículo 882 (ochocientos ochenta y dos), del Código de Procedimientos Civiles del Estado de Nuevo León, HAGO CONSTAR: La apertura en esta Notaría Pública a mi digno cargo, del Procedimiento Sucesorio Testamentario Extrajudicial a bienes de GUILLERMO VITERI LOZANO y las declaraciones que ante mí hizo la señora MARIA DEL REFUGIO DURAN VAZQUEZ también conocida como MARIA DEL REFUGIO DURAN, en su carácter de Única y Universal Heredera Testamentario, en el sentido de que reconoce sus derechos hereditarios y acepta la herencia que corresponda de acuerdo a las disposiciones testamentarias aplicables. Asimismo, la señora MARIA DEL REFUGIO DURAN VAZQUEZ también conocida como MARIA DEL REFUGIO DURAN, manifiesta que acepta el cargo de Albacea, protesta su fiel y legal desempeño y procederá a formular el inventario de los bienes que forman el acervo de la masa hereditaria. <box>728 1742 945 1937</box>
notice-title: AVISO NOTARIAL <box>1021 103 1105 114</box>
notary-signature-line: NOTARIO PÚBLICO TITULAR NÚMERO 72 <box>967 1553 1160 1565</box>
notary-signature-line: LICENCIADO JAVIER GARCÍA URRUTIA <box>744 884 929 896</box>
column-4 <box>724 100 950 2527</box>
notary-signature-line: LICENCIADO JAVIER GARCÍA URRUTIA <box>517 884 701 896</box>
notice-title: PUBLICACION NOTARIAL <box>548 669 670 681</box>
notices-grid <box>43 100 1405 2527</box>
notice <box>502 1205 717 1432</box>
notice-title: AVISO NOTARIAL <box>341 1341 424 1352</box>
notary-signature-line: LICENCIADO JAVIER GARCÍA URRUTIA <box>517 348 701 360</box>
notary-signature-line: NOTARIO PÚBLICO TITULAR NÚMERO 72 <box>513 1764 707 1776</box>
notice-title: PUBLICACION NOTARIAL <box>1003 1327 1124 1339</box>
notary-signature-line: NOTARIA PUBLICA NUMERO 101 <box>306 2000 459 2012</box>
notice <box>502 932 717 1190</box>
notice-title: AVISO NOTARIAL <box>1021 1894 1105 1906</box>
notice-body: Cadereyta Jiménez, Nuevo León.- Ante el suscrito Notario Público, comparecieron los ciudadanos MA. DE JESÚS ANDRADE CHÁVEZ, MARÍA ANGÉLICA ANDRADE CHÁVEZ, MARTIN ANDRADE CHÁVEZ, FEDERICO ANDRADE CHÁVEZ, JOSÉ ROBERTO ANDRADE CHÁVEZ y MARÍA ISABEL ANDRADE CHÁVEZ, solicitando la Tramitación del PROCEDIMIENTO SUCESORIO DE INTESTADO EXTRAJUDICIAL ACUMULADO A BIENES DEL SEÑOR VICENTE ANDRADE GONZÁLEZ y la señora BERTHA CHÁVEZ LÓPEZ Y/O BERTHA CHAVEZ, en fecha 16 días del mes de Diciembre de 2024, asentado bajo el Acta Fuera de Protocolo número (134/15,157/2024), exhibiéndome las Actas de Defunción correspondientes, en el cual se nombra a los comparecientes como Únicos y Universales Herederos, manifestando que aceptan la herencia, se reconocen entre sí sus derechos hereditarios, y además el ciudadano FEDERICO ANDRADE CHÁVEZ como Albacea de la sucesión quien a su vez procederá a formular el inventario de los Bienes. En cumplimiento de los artículos (881) ochocientos ochenta y uno y (882) ochocientos ochenta y dos del Código de Procedimientos Civiles vigente en el Estado se publica el presente aviso en uno de los periódicos de los de mayor circulación en el Estado, por (2) dos veces de (10) diez en (10) diez días. <box>1182 478 1400 776</box>
notice-title: EDICTO <box>1045 508 1082 520</box>
notary-signature-line: LIC. PABLO QUIROGA GONZÁLEZ <box>1211 2040 1370 2052</box>
publication-dates: (17 y 27) <box>1044 1301 1083 1313</box>
notice <box>274 103 490 544</box>
notary-signature-line: LICENCIADO JAVIER GARCÍA URRUTIA <box>971 1280 1155 1292</box>
notice-place-date: Monterrey, N.L., a 12 de diciembre de 2024. <box>955 733 1144 745</box>
notice <box>955 802 1171 1049</box>
notice <box>48 1814 263 2134</box>
notice-place-date: ANTÉ MÍ: <box>48 1725 90 1736</box>
notice <box>1182 1806 1399 2074</box>
column-6 <box>1177 100 1404 2527</box>
notice-place-date: Monterrey, Nuevo León, a 02 de Diciembre del 2024. <box>501 611 713 622</box>
notice-body: En los términos del artículo 882 (ochocientos ochenta y dos), del Código de Procedimientos Civiles del Estado de Nuevo León, HAGO CONSTAR: La apertura en esta Notaría Pública a mi digno cargo, del Procedimiento Sucesorio de Intestado Extrajudicial a bienes de APOLINAR REQUENA SANCHEZ y las declaraciones que ante mi hicieron los señores DAVID REQUENA CARRANZA, REYNA ELIZABETH REQUENA CARRANZA, JUAN REQUENA CARRANZA, MARIA MAGDALENA REQUENA CARRANZA, ESTEBAN REQUENA CARRANZA y por sus propios derechos ELIZABETH CARRANZA BELTRAN, en su carácter de Únicos y Universales Herederos Legítimos, en el sentido de que reconocen sus derechos hereditarios y aceptan la herencia que corresponda de acuerdo a las disposiciones legales aplicables. Asimismo, el señor DAVID REQUENA CARRANZA, manifiesta que acepta el cargo de Albacea, protesta su fiel y legal desempeño y procederá a formular el inventario de los bienes que forman el acervo de la masa hereditaria. <box>728 1196 945 1411</box>
notice-title: AVISO NOTARIAL <box>114 861 197 872</box>
notice-body: Para los efectos de los Artículos 881 ochocientos ochenta y uno y 882 ochocientos ochenta y dos del Código de Procedimientos Civiles vigente en el Estado, hago saber que en ésta Notaría, en Acta Fuera de Protocolo número 020/14,487/24 de fecha (10) diez de mes de diciembre del año (2024) dos mil veinticuatro, se protocolizó la iniciación del PROCEDIMIENTO SUCESORIO ACUMULADO TESTAMENTARIO A BIENES DE MARIA CORTEZ RAMIREZ TAMBIEN CONOCIDA COMO MARIA CORTEZ RAMIREZ VIUDA DE RIVERA, MARIA CORTES VIUDA DE RIVERA Y MARIA CORTES DE RIVERA E INTESTAMENTARIO A BIENES DE SARA ELISA RIVERA CORTES, TAMBIEN CONOCIDA COMO SARA ELISA RIVERA CORTES Y SANDRA OFELIA RIVERA CORTES TAMBIEN CONOCIDO COMO SANDRA OFELIA RIVERA CORTEZ, promovido por MARIA DEL ROSARIO RIVERA CORTES, ELIA MARIA RIVERA CORTES, MARIA ENRIQUETA RIVERA CORTES, DAGOBERTO RIVERA RUIZ, SARA ELIDA RIVERA RUIZ, RICARDO RIVERA RUIZ Y MARIBEL RIVERA RUIZ, en su carácter de Únicos y Universales Herederos, quienes reconocen sus derechos hereditarios y aceptan la herencia; así mismo comparece ELIA MARIA RIVERA CORTES quien acepta el cargo de Albacea que le fue conferido, manifestando que procederá a formular el inventario correspondiente. Este aviso se publicará en dos ocasiones con intervalo de diez días en el Diario "El Porvenir". <box>955 114 1172 441</box>
notice-body: "Al margen sello que dice:- LIC. PABLO QUIROGA GONZÁLEZ.- TITULAR DE LA NOTARIA PÚBLICA No. 57. MONTERREY, N.L., MEX. Primer Distrito. En Escritura Pública número (6,284) de fecha 16 de Octubre del 2024, se denunció y radicó en esta Notaria el Juicio Sucesorio de Intestado del señor ANASTACIO BARRIOS OLIVARES, Herederos FRANCISCA, ALMA ARACELY, OSCAR IVAN, todos de apellido BARRIOS TREVIÑO. Albacea: SRA. ANA MARIA, CEDILLO GARCIA, quien no objetan la sucesión legitima y aceptan el cargo conferido.- Lo que se publica para los efectos de los artículos 881, 882 y demás relativos del Código de Procedimientos Civiles vigente.- Monterrey, N.L., a 24 días del mes de Enero del 2020.- Lic. Pablo Quiroga González, Titular de la Notaría Pública No. 57.- Firmado.- Rúbrica.- Sello Notarial de Autorizar". PUBLÍQUESE DOS VECES, DE DIEZ EN DIEZ DÍAS <box>1182 1542 1400 1748</box>
notary-signature-line: LORM670129J27 <box>117 560 194 572</box>
notary-signature-line: MAGI-631216-KH8 <box>340 522 425 534</box>
notary-signature-line: LIC. IGNACIO GERARDO MARTÍNEZ GONZÁLEZ <box>298 927 466 950</box>
notice-title: EDICTO <box>136 1114 175 1126</box>
publication-dates: (17 y 27) <box>1044 1564 1083 1576</box>
notice-body: En los términos del artículo 882 (ochocientos ochenta y dos), del Código de Procedimientos Civiles del Estado de Nuevo León, HAGO CONSTAR: La apertura en esta Notaría Pública a mi digno cargo, del Procedimiento Sucesorio de Intestado Extrajudicial a bienes de MA. OBDULIA MARTINEZ TOBIAS y las declaraciones que ante mí hizo el señor MARCO ANTONIO VARGAS VIELMAS, en su carácter de Único y Universal Heredero Legítimo, en el sentido de que reconoce sus derechos hereditarios y acepta la herencia que corresponda de acuerdo a las disposiciones legales aplicables. Asimismo, el señor MARCO ANTONIO VARGAS VIELMAS, manifiesta que acepta el cargo de Albacea, protesta su fiel y legal desempeño y procederá a formular el inventario de los bienes que forman el acervo de la masa hereditaria. <box>501 1216 717 1390</box>
notice-place-date: Monterrey, Nuevo León, a 05 de Diciembre de 2024. <box>501 1389 710 1401</box>
publication-dates: (17 y 27) <box>136 2122 175 2134</box>
notice-title: PUBLICACIÓN NOTARIAL <box>322 103 443 114</box>
notary-signature-line: NOTARIO PÚBLICO TITULAR NÚMERO 72 <box>739 894 933 906</box>
notary-signature-line: LORM670129J27 <box>117 318 194 329</box>
notice-title: PUBLICACION NOTARIAL <box>548 103 670 114</box>
notice-body: En los términos del artículo 882 (ochocientos ochenta y dos), del Código de Procedimientos Civiles del Estado de Nuevo León, HAGO CONSTAR: La apertura en esta Notaría Pública a mi digno cargo, del Procedimiento Sucesorio de Intestado Extrajudicial a bienes de GENOVEVO TORRES SANDOVAL quien también se hacía llamar JENOVEVO TORRES SANDOVAL y las declaraciones que ante mi hicieron los señores CONCEPCIÓN ALANIZ MARTÍNEZ quien también se hace llamar CONCEPCION ALANIZ MARTINEZ Y JUAN MANUEL TORRES, en su carácter de Únicos y Universales Herederos Legítimos, en el sentido de que reconocen sus derechos hereditarios y aceptan la herencia que corresponda de acuerdo a las disposiciones legales aplicables. Asimismo, el señor JUAN MANUEL TORRES, manifiesta que acepta el cargo de Albacea, protesta su fiel y legal desempeño y procederá a formular el inventario de los bienes que forman el acervo de la masa hereditaria. <box>501 943 717 1148</box>
notary-signature-line: TITULAR DE LA NOTARÍA PUBLICA No. 57 <box>1193 2050 1389 2062</box>
notice-title: AVISO NOTARIAL <box>114 103 197 114</box>
notary-signature-line: TITULAR DE LA NOTARÍA PÚBLICA 134 <box>1200 420 1383 432</box>
notary-signature-line: LIC. GUSTAVO GONZÁLEZ FUENTES <box>70 1421 242 1432</box>
notice <box>728 103 944 371</box>
column-5 <box>950 100 1177 2527</box>
publication-dates: (17 y 27) <box>816 1968 856 1979</box>
notice <box>728 386 944 624</box>
notary-signature-line: NOTARIO PÚBLICO TITULAR NO. 75 <box>298 1293 467 1305</box>
publication-dates: (17 y 27) <box>590 1421 629 1432</box>
notary-signature-line: LIC. EDUARDO ARECHAVALETA MEDINA <box>968 2130 1158 2141</box>
notary-signature-line: NOTARIA PUBLICA NUMERO 101 <box>306 1799 459 1810</box>
notice <box>48 862 263 1099</box>
publication-dates: (27 y 6) <box>1274 441 1308 453</box>
notary-signature-line: NOTARIO PUBLICO NUMERO 20 <box>989 460 1138 472</box>
notary-signature-line: TITULAR DE LA NOTARÍA PUBLICA No. 57 <box>1193 1494 1389 1506</box>
publication-dates: (27 y 6) <box>1274 2062 1308 2074</box>
publication-dates: (17 y 27) <box>816 359 856 371</box>
notary-signature-line: 2 PUBLICACIONES DE 10 EN 10 DIAS <box>976 2151 1150 2162</box>
notice-body: Con fecha (06) de diciembre del (2024), ante la fe del Licenciado IGNACIO GERARDO MARTÍNEZ GONZÁLEZ, Notario Público de la Notaría Pública Número (75), con ejercicio en el Primer Distrito Registral, compareció el señor LUIS ALBERTO GARCÍA GUTIERREZ, con el fin de promover una Testamentaria Extrajudicial, a bienes de la señora LAURA MARIA GARZA Y GARZA, también en su carácter de ALBACEA Y EJECUTOR TESTAMENTARIO de dicha Sucesión conforme a lo preceptuado por los artículos (881) del código de procedimientos Civiles vigente en el Estado. Mediante la Radicación Extrajudicial Testamentaria, formalizada en la Escritura Pública Número (34,431) de fecha (6) de diciembre del (2024), pasada ante la fe del suscrito Notario, se designó como ÚNICO Y UNIVERSAL HEREDERO al señor LUIS ALBERTO GARCÍA GUTIERREZ, habiendo aceptado el nombramiento de Heredero y Albacea, así como, el cargo que se le confirió y procederá a formular el Inventario de los bienes de la Herencia. Todo lo anterior se hace constar en cumplimiento a los numerales antes citados con el fin de que surtan sus efectos legales. DOY FE. <box>274 1007 491 1253</box>
notary-signature-line: LICENCIADO JAVIER GARCÍA URRUTIA <box>744 1136 929 1148</box>
notice-body: Con Fecha (10) de Diciembre del año (2024), ante la fe del Licenciado IGNACIO GERARDO MARTÍNEZ GONZÁLEZ, Notario Público de la Notaria Publica Número (75), con ejercicio en el Primer Distrito Registral, comparecieron los señores ARMANDO MARTÍNEZ MORENO, MARÍA TERESA MARTÍNEZ MORENO, EMILIO JAVIER MARTÍNEZ MORENO, ADRIANA GUADALUPE MARTÍNEZ MORENO Y GABRIELA MARTÍNEZ MORENO, en su carácter de descendientes legítimos y por lo tanto como únicos y Universales Herederos del Autor de la Sucesión, con el fin de promover una intestamentaria Extrajudicial, a bienes del señor JOSÉ ELÍAS MARTÍNEZ SOTO, conforme a lo preceptuado por los artículos (881) del código de procedimientos Civiles vigente en el Estado. Mediante la Radicación Extrajudicial Intestamentaria, formalizada en la Escritura Pública Número (34,449) de fecha (10) de Diciembre del (2024), pasada ante la fe del Licenciado IGNACIO GERARDO MARTÍNEZ GONZÁLEZ, Notario Público Titular de la Notaría Pública número (75), con ejercicio en el Primer Distrito Registral en el Estado de Nuevo León, se designó como únicos Herederos a los señores ARMANDO MARTÍNEZ MORENO, MARÍA TERESA MARTÍNEZ MORENO, EMILIO JAVIER MARTÍNEZ MORENO, ADRIANA GUADALUPE MARTÍNEZ MORENO Y GABRIELA MARTÍNEZ MORENO, habiendo aceptado el nombramiento de herederos. Así mismo se designó a la señora GABRIELA MARTÍNEZ MORENO, como ALBACEA, quien aceptó el cargo que se le confirió y procederá a formular el Inventario de la Herencia. Todo lo anterior se hace constar en cumplimiento a los numerales antes citados con el fin de que surtan sus efectos legales. DOY FE. <box>274 114 491 472</box>
notary-signature-line: NOTARIO PÚBLICO TITULAR <box>88 1431 223 1443</box>
notary-signature-line: LICENCIADO FEDERICO GARZA ARIZPE <box>1197 774 1385 786</box>
notice-title: PUBLICACIÓN NOTARIAL <box>1230 1531 1352 1543</box>
notary-signature-line: NOTARIO PÚBLICO TITULAR NÚMERO 72 <box>513 1996 707 2008</box>
notary-signature-line: LIC. RICARDO E. VARGAS GUEMES <box>980 1017 1147 1028</box>
notice-title: PUBLICACION NOTARIAL <box>775 1731 897 1743</box>
notice-title: AVISO NOTARIAL <box>341 1584 424 1595</box>
